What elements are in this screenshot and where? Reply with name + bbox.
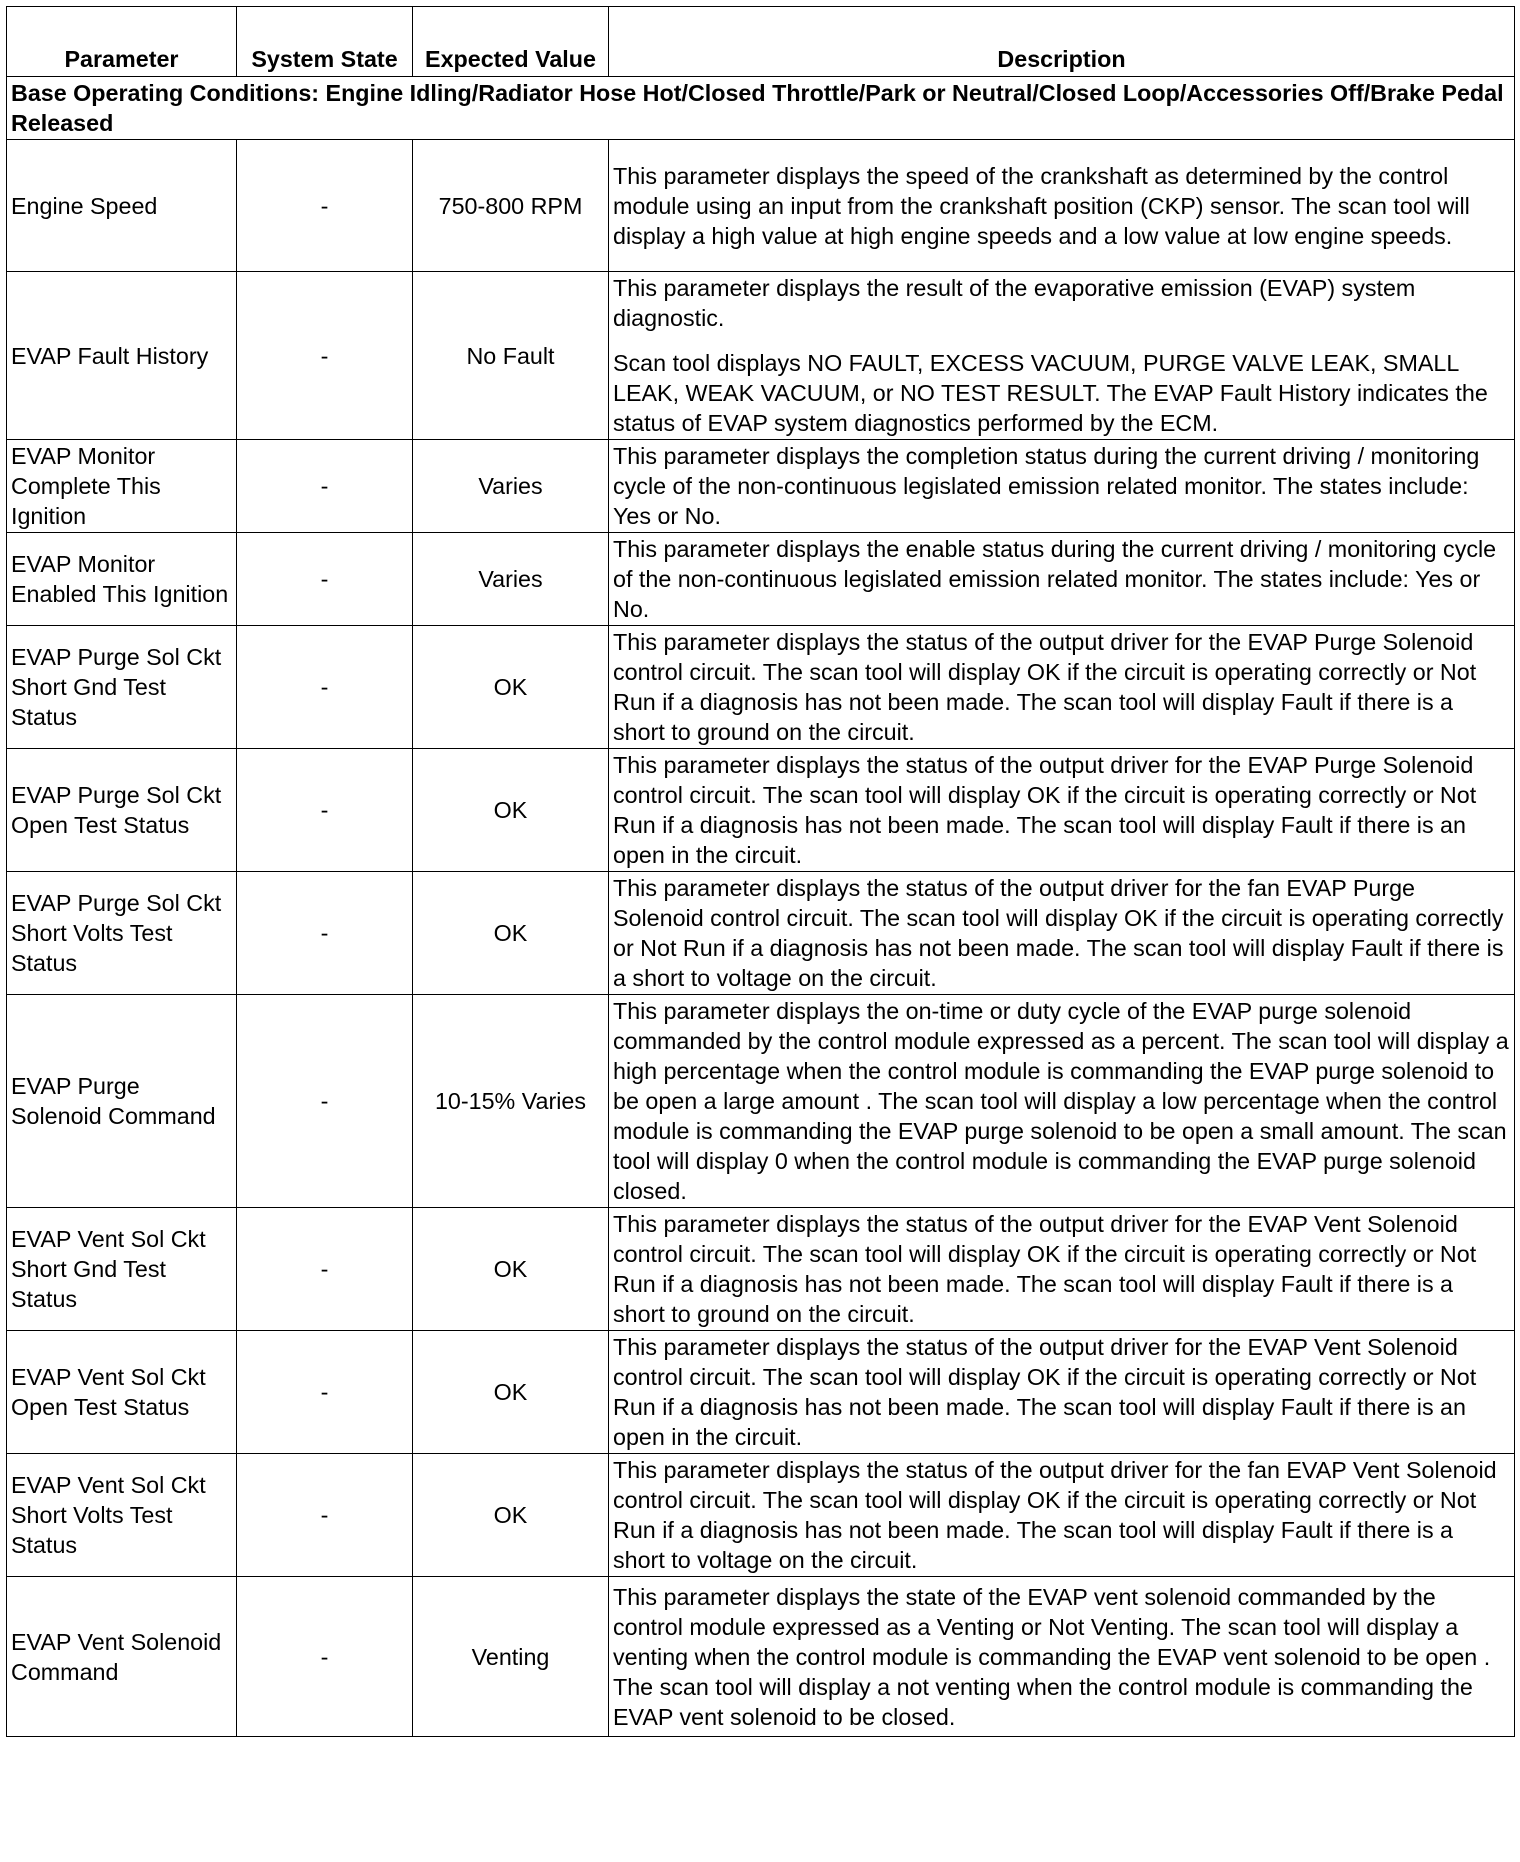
parameter-cell: EVAP Vent Solenoid Command (7, 1577, 237, 1737)
expected-value-cell: OK (413, 626, 609, 749)
description-paragraph: This parameter displays the speed of the crankshaft as determined by the control module using an input from the crankshaft position (CKP) sensor. The scan tool will display a high value at high engine speeds and a low value at low engine speeds. (613, 162, 1470, 249)
description-paragraph: This parameter displays the status of the output driver for the EVAP Purge Solenoid control circuit. The scan tool will display OK if the circuit is operating correctly or Not Run if a diagnosis has not been made. The scan tool will display Fault if there is an open in the circuit. (613, 752, 1477, 868)
table-body (7, 77, 1515, 1737)
table-header (7, 7, 1515, 77)
description-paragraph: This parameter displays the state of the EVAP vent solenoid commanded by the control module expressed as a Venting or Not Venting. The scan tool will display a venting when the control module is commanding the EVAP vent solenoid to be open . The scan tool will display a not venting when the control module is commanding the EVAP vent solenoid to be closed. (613, 1583, 1491, 1730)
table-row (7, 872, 1515, 995)
description-cell (609, 749, 1515, 872)
description-cell (609, 272, 1515, 440)
description-cell (609, 140, 1515, 272)
base-operating-conditions: Base Operating Conditions: Engine Idling/Radiator Hose Hot/Closed Throttle/Park or Neutral/Closed Loop/Accessories Off/Brake Pedal Released (7, 77, 1515, 140)
description-paragraph: This parameter displays the on-time or duty cycle of the EVAP purge solenoid commanded by the control module expressed as a percent. The scan tool will display a high percentage when the control module is commanding the EVAP purge solenoid to be open a large amount . The scan tool will display a low percentage when the control module is commanding the EVAP purge solenoid to be open a small amount. The scan tool will display 0 when the control module is commanding the EVAP purge solenoid closed. (613, 998, 1509, 1204)
description-cell (609, 1208, 1515, 1331)
table-row (7, 1208, 1515, 1331)
description-paragraph: This parameter displays the status of the output driver for the EVAP Vent Solenoid control circuit. The scan tool will display OK if the circuit is operating correctly or Not Run if a diagnosis has not been made. The scan tool will display Fault if there is an open in the circuit. (613, 1334, 1477, 1450)
table-row (7, 1454, 1515, 1577)
table-row (7, 995, 1515, 1208)
expected-value-cell: Varies (413, 440, 609, 533)
description-paragraph: This parameter displays the status of the output driver for the EVAP Vent Solenoid control circuit. The scan tool will display OK if the circuit is operating correctly or Not Run if a diagnosis has not been made. The scan tool will display Fault if there is a short to ground on the circuit. (613, 1211, 1477, 1327)
description-paragraph: This parameter displays the enable status during the current driving / monitoring cycle of the non-continuous legislated emission related monitor. The states include: Yes or No. (613, 536, 1497, 622)
parameter-cell: EVAP Vent Sol Ckt Open Test Status (7, 1331, 237, 1454)
system-state-cell: - (237, 140, 413, 272)
table-row (7, 1577, 1515, 1737)
table-row (7, 1331, 1515, 1454)
system-state-cell: - (237, 533, 413, 626)
parameter-cell: EVAP Vent Sol Ckt Short Gnd Test Status (7, 1208, 237, 1331)
parameter-cell: EVAP Purge Solenoid Command (7, 995, 237, 1208)
system-state-cell: - (237, 872, 413, 995)
parameter-cell: EVAP Purge Sol Ckt Short Volts Test Status (7, 872, 237, 995)
description-cell (609, 1454, 1515, 1577)
description-cell (609, 533, 1515, 626)
description-cell (609, 440, 1515, 533)
table-row (7, 440, 1515, 533)
system-state-cell: - (237, 995, 413, 1208)
description-cell (609, 1577, 1515, 1737)
parameter-cell: EVAP Purge Sol Ckt Short Gnd Test Status (7, 626, 237, 749)
parameter-table-container (6, 6, 1514, 1737)
parameter-cell: EVAP Monitor Complete This Ignition (7, 440, 237, 533)
parameter-cell: EVAP Purge Sol Ckt Open Test Status (7, 749, 237, 872)
system-state-cell: - (237, 749, 413, 872)
expected-value-cell: OK (413, 749, 609, 872)
expected-value-cell: OK (413, 1208, 609, 1331)
header-row (7, 7, 1515, 77)
header-description: Description (609, 7, 1515, 77)
table-row (7, 140, 1515, 272)
description-paragraph: Scan tool displays NO FAULT, EXCESS VACUUM, PURGE VALVE LEAK, SMALL LEAK, WEAK VACUUM, or NO TEST RESULT. The EVAP Fault History indicates the status of EVAP system diagnostics performed by the ECM. (613, 350, 1488, 436)
header-system-state: System State (237, 7, 413, 77)
parameter-cell: Engine Speed (7, 140, 237, 272)
system-state-cell: - (237, 626, 413, 749)
system-state-cell: - (237, 272, 413, 440)
description-paragraph: This parameter displays the completion status during the current driving / monitoring cycle of the non-continuous legislated emission related monitor. The states include: Yes or No. (613, 443, 1480, 529)
expected-value-cell: Varies (413, 533, 609, 626)
description-cell (609, 995, 1515, 1208)
expected-value-cell: No Fault (413, 272, 609, 440)
expected-value-cell: OK (413, 1331, 609, 1454)
parameter-cell: EVAP Monitor Enabled This Ignition (7, 533, 237, 626)
scan-tool-data-table (6, 6, 1515, 1737)
table-row (7, 533, 1515, 626)
description-paragraph: This parameter displays the status of the output driver for the fan EVAP Purge Solenoid control circuit. The scan tool will display OK if the circuit is operating correctly or Not Run if a diagnosis has not been made. The scan tool will display Fault if there is a short to voltage on the circuit. (613, 875, 1504, 991)
expected-value-cell: Venting (413, 1577, 609, 1737)
description-paragraph: This parameter displays the status of the output driver for the fan EVAP Vent Solenoid control circuit. The scan tool will display OK if the circuit is operating correctly or Not Run if a diagnosis has not been made. The scan tool will display Fault if there is a short to voltage on the circuit. (613, 1457, 1497, 1573)
description-cell (609, 872, 1515, 995)
parameter-cell: EVAP Vent Sol Ckt Short Volts Test Status (7, 1454, 237, 1577)
table-row (7, 626, 1515, 749)
description-paragraph: This parameter displays the result of the evaporative emission (EVAP) system diagnostic. (613, 275, 1416, 331)
description-cell (609, 626, 1515, 749)
section-row (7, 77, 1515, 140)
description-cell (609, 1331, 1515, 1454)
system-state-cell: - (237, 1331, 413, 1454)
system-state-cell: - (237, 1454, 413, 1577)
system-state-cell: - (237, 1577, 413, 1737)
parameter-cell: EVAP Fault History (7, 272, 237, 440)
expected-value-cell: OK (413, 872, 609, 995)
expected-value-cell: OK (413, 1454, 609, 1577)
table-row (7, 749, 1515, 872)
expected-value-cell: 10-15% Varies (413, 995, 609, 1208)
description-paragraph: This parameter displays the status of the output driver for the EVAP Purge Solenoid control circuit. The scan tool will display OK if the circuit is operating correctly or Not Run if a diagnosis has not been made. The scan tool will display Fault if there is a short to ground on the circuit. (613, 629, 1477, 745)
header-expected-value: Expected Value (413, 7, 609, 77)
expected-value-cell: 750-800 RPM (413, 140, 609, 272)
system-state-cell: - (237, 1208, 413, 1331)
system-state-cell: - (237, 440, 413, 533)
header-parameter: Parameter (7, 7, 237, 77)
table-row (7, 272, 1515, 440)
